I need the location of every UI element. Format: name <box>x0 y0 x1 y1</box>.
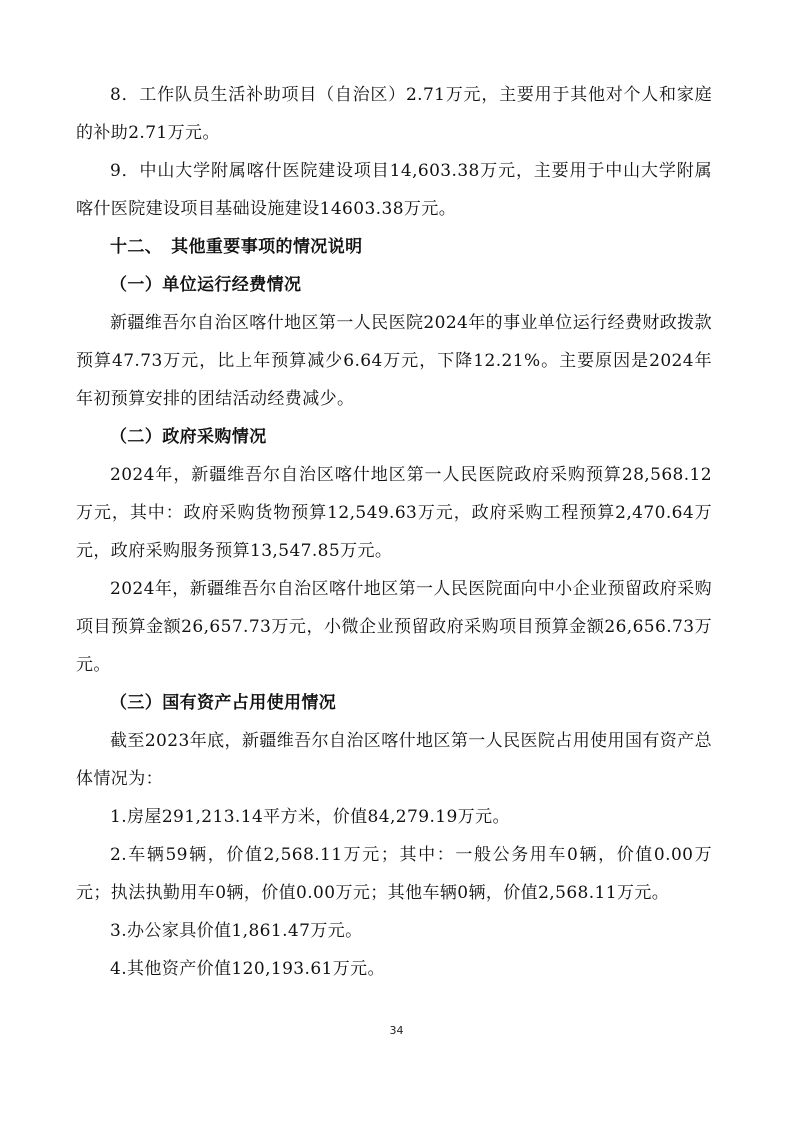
paragraph-item-9: 9．中山大学附属喀什医院建设项目14,603.38万元，主要用于中山大学附属喀什医院建设项目基础设施建设14603.38万元。 <box>76 161 712 219</box>
paragraph-assets-vehicles: 2.车辆59辆，价值2,568.11万元；其中：一般公务用车0辆，价值0.00万元；执法执勤用车0辆，价值0.00万元；其他车辆0辆，价值2,568.11万元。 <box>76 845 712 903</box>
paragraph-assets-other: 4.其他资产价值120,193.61万元。 <box>110 959 385 979</box>
subsection-heading-state-assets: （三）国有资产占用使用情况 <box>110 693 337 713</box>
paragraph-procurement-budget: 2024年，新疆维吾尔自治区喀什地区第一人民医院政府采购预算28,568.12万元，其中：政府采购货物预算12,549.63万元，政府采购工程预算2,470.64万元，政府采购服务预算13,547.85万元。 <box>76 465 712 561</box>
paragraph-assets-intro: 截至2023年底，新疆维吾尔自治区喀什地区第一人民医院占用使用国有资产总体情况为： <box>76 731 712 789</box>
section-heading-12: 十二、 其他重要事项的情况说明 <box>110 237 363 257</box>
subsection-heading-procurement: （二）政府采购情况 <box>110 427 267 447</box>
document-body <box>76 76 712 988</box>
paragraph-procurement-sme: 2024年，新疆维吾尔自治区喀什地区第一人民医院面向中小企业预留政府采购项目预算金额26,657.73万元，小微企业预留政府采购项目预算金额26,656.73万元。 <box>76 579 712 675</box>
paragraph-assets-buildings: 1.房屋291,213.14平方米，价值84,279.19万元。 <box>110 807 510 827</box>
subsection-heading-operating-expenses: （一）单位运行经费情况 <box>110 275 302 295</box>
page-number: 34 <box>389 1024 404 1037</box>
paragraph-item-8: 8．工作队员生活补助项目（自治区）2.71万元，主要用于其他对个人和家庭的补助2.71万元。 <box>76 85 712 143</box>
paragraph-operating-expenses: 新疆维吾尔自治区喀什地区第一人民医院2024年的事业单位运行经费财政拨款预算47.73万元，比上年预算减少6.64万元，下降12.21%。主要原因是2024年年初预算安排的团结活动经费减少。 <box>76 313 712 409</box>
paragraph-assets-furniture: 3.办公家具价值1,861.47万元。 <box>110 921 363 941</box>
